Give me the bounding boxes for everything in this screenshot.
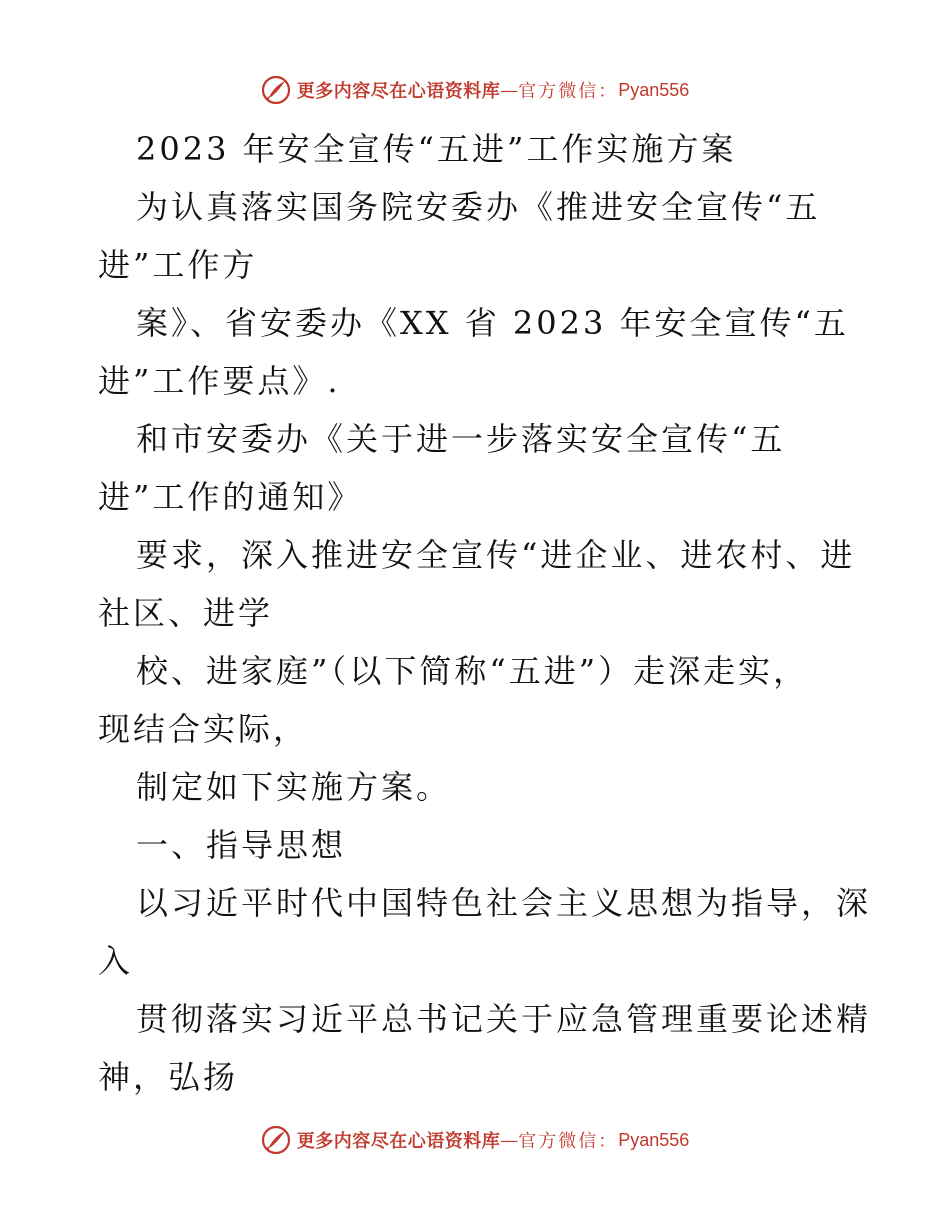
paragraph-line: 和市安委办《关于进一步落实安全宣传“五 xyxy=(136,420,786,458)
paragraph-line: 进”工作要点》. xyxy=(98,362,341,400)
header-watermark-banner xyxy=(0,72,950,108)
footer-watermark-banner xyxy=(0,1122,950,1158)
paragraph-line: 案》、省安委办《XX 省 2023 年安全宣传“五 xyxy=(136,304,849,342)
paragraph-line: 要求，深入推进安全宣传“进企业、进农村、进 xyxy=(136,536,856,574)
document-title: 2023 年安全宣传“五进”工作实施方案 xyxy=(136,130,737,168)
paragraph-line: 以习近平时代中国特色社会主义思想为指导，深 xyxy=(136,884,872,922)
feather-pen-logo-icon xyxy=(261,1125,291,1155)
paragraph-line: 神，弘扬 xyxy=(98,1058,239,1096)
feather-pen-logo-icon xyxy=(261,75,291,105)
banner-contact-label: 官方微信： xyxy=(518,1131,619,1152)
paragraph-line: 入 xyxy=(98,942,134,980)
banner-contact-label: 官方微信： xyxy=(518,81,619,102)
banner-contact-id: Pyan556 xyxy=(618,1129,690,1150)
paragraph-line: 社区、进学 xyxy=(98,594,274,632)
banner-dash: — xyxy=(500,1129,519,1151)
banner-brand-text: 更多内容尽在心语资料库 xyxy=(296,1131,501,1152)
paragraph-line: 校、进家庭”（以下简称“五进”）走深走实， xyxy=(136,652,809,690)
banner-dash: — xyxy=(500,79,519,101)
paragraph-line: 现结合实际， xyxy=(98,710,309,748)
section-heading: 一、指导思想 xyxy=(136,826,347,864)
banner-brand-text: 更多内容尽在心语资料库 xyxy=(296,81,501,102)
paragraph-line: 贯彻落实习近平总书记关于应急管理重要论述精 xyxy=(136,1000,872,1038)
paragraph-line: 制定如下实施方案。 xyxy=(136,768,452,806)
document-body xyxy=(98,120,872,1106)
paragraph-line: 进”工作方 xyxy=(98,246,258,284)
paragraph-line: 进”工作的通知》 xyxy=(98,478,363,516)
paragraph-line: 为认真落实国务院安委办《推进安全宣传“五 xyxy=(136,188,821,226)
banner-contact-id: Pyan556 xyxy=(618,79,690,100)
